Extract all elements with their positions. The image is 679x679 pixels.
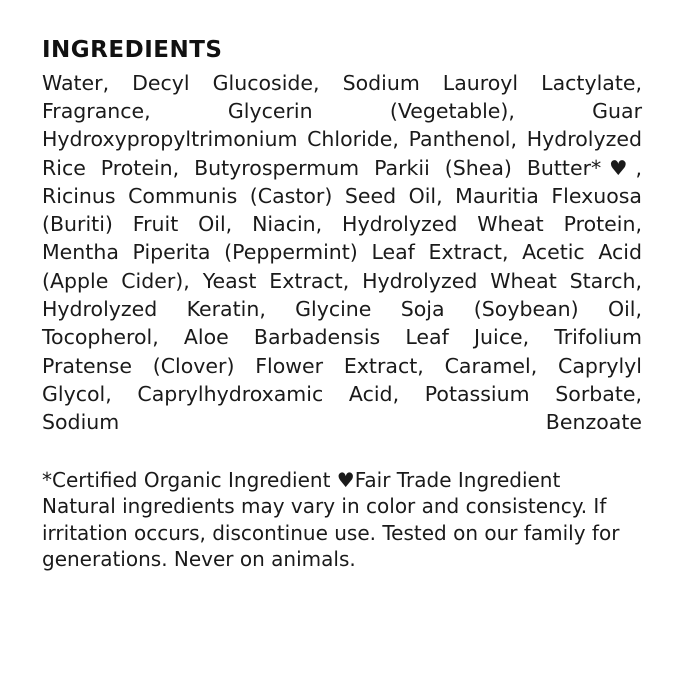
ingredients-label-panel [42, 36, 642, 573]
ingredients-list-text: Water, Decyl Glucoside, Sodium Lauroyl Lactylate, Fragrance, Glycerin (Vegetable), Guar Hydroxypropyltrimonium Chloride, Panthenol, Hydrolyzed Rice Protein, Butyrospermum Parkii (Shea) Butter*♥, Ricinus Communis (Castor) Seed Oil, Mauritia Flexuosa (Buriti) Fruit Oil, Niacin, Hydrolyzed Wheat Protein, Mentha Piperita (Peppermint) Leaf Extract, Acetic Acid (Apple Cider), Yeast Extract, Hydrolyzed Wheat Starch, Hydrolyzed Keratin, Glycine Soja (Soybean) Oil, Tocopherol, Aloe Barbadensis Leaf Juice, Trifolium Pratense (Clover) Flower Extract, Caramel, Caprylyl Glycol, Caprylhydroxamic Acid, Potassium Sorbate, Sodium Benzoate [42, 70, 642, 435]
usage-notes: Natural ingredients may vary in color and consistency. If irritation occurs, discontinue use. Tested on our family for generations. Never on animals. [42, 494, 620, 572]
page-title: INGREDIENTS [42, 37, 223, 63]
ingredient-legend: *Certified Organic Ingredient ♥Fair Trade Ingredient [42, 467, 561, 492]
